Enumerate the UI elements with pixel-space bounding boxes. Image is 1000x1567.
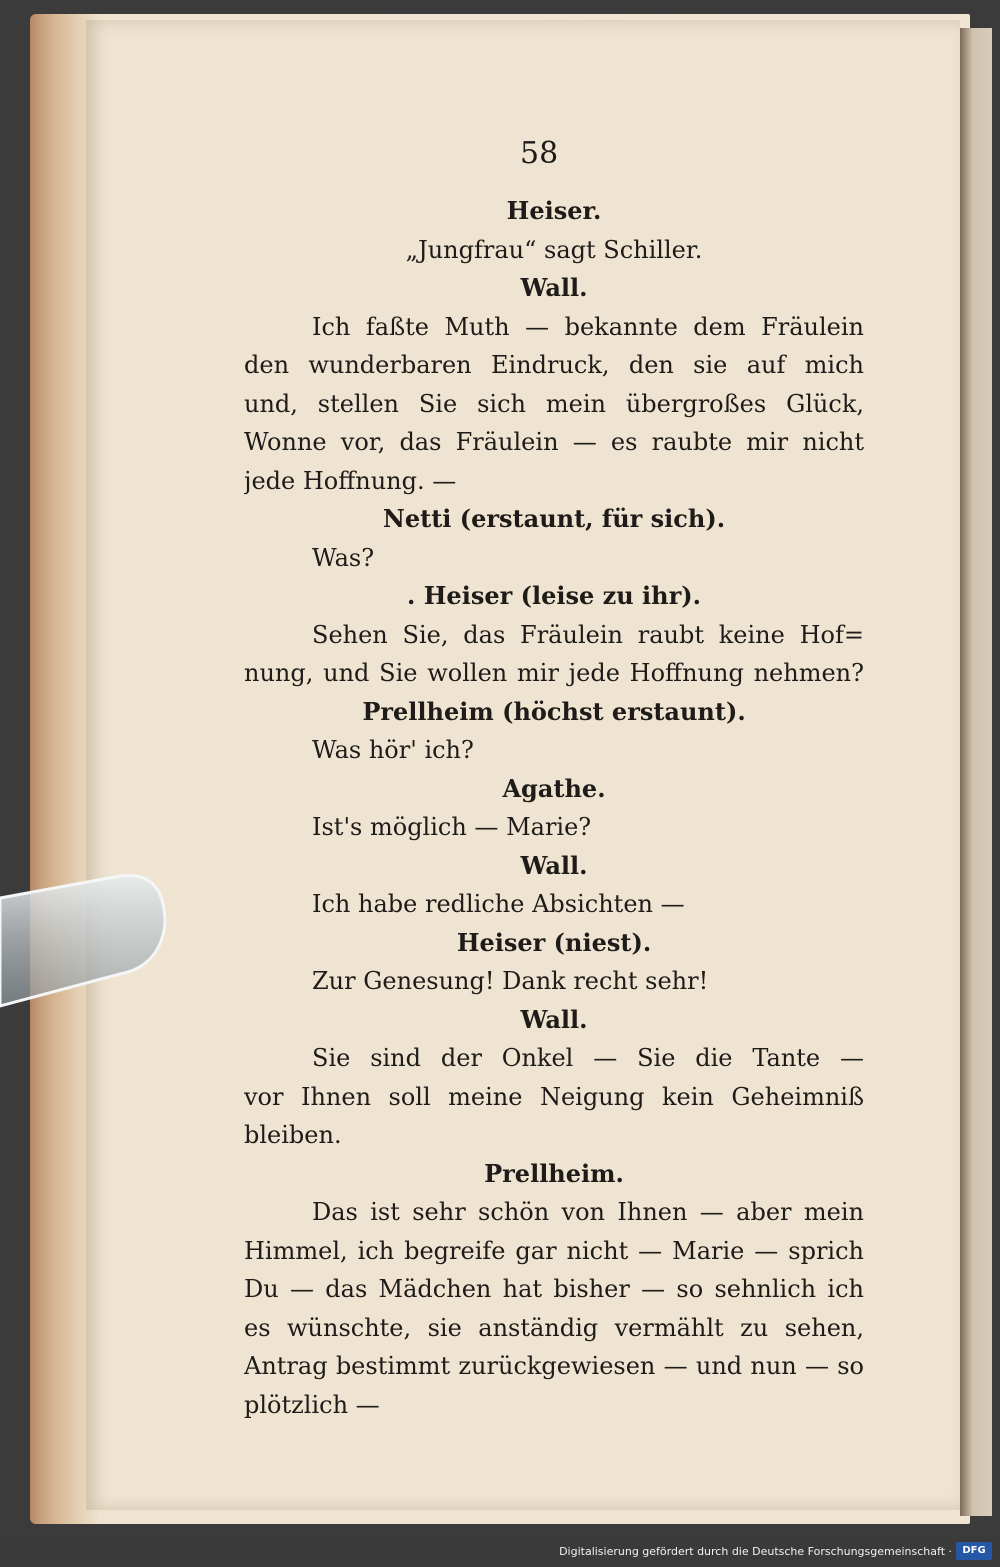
speaker-name: Agathe.: [502, 773, 606, 803]
speaker-name: Heiser.: [506, 196, 602, 225]
text-line: Was hör' ich?: [312, 736, 474, 764]
text-line: bleiben.: [244, 1121, 342, 1149]
text-line: Du — das Mädchen hat bisher — so sehnlich ich: [244, 1275, 864, 1303]
text-line: Wonne vor, das Fräulein — es raubte mir nicht: [244, 428, 864, 456]
facing-page-edge: [960, 28, 992, 1516]
text-line: es wünschte, sie anständig vermählt zu sehen,: [244, 1313, 864, 1342]
text-line: Antrag bestimmt zurückgewiesen — und nun — so: [244, 1352, 864, 1380]
speaker-name: Wall.: [520, 273, 588, 302]
text-line: jede Hoffnung. —: [244, 466, 457, 495]
text-line: Ich faßte Muth — bekannte dem Fräulein: [312, 312, 864, 341]
text-line: Zur Genesung! Dank recht sehr!: [312, 967, 709, 995]
speaker-name: Wall.: [520, 850, 588, 880]
speaker-name: Wall.: [520, 1004, 588, 1034]
page-number: 58: [520, 136, 559, 171]
text-line: den wunderbaren Eindruck, den sie auf mich: [244, 351, 864, 379]
page-holder-pointer: [0, 866, 170, 1016]
text-line: Sehen Sie, das Fräulein raubt keine Hof=: [312, 620, 864, 649]
text-line: nung, und Sie wollen mir jede Hoffnung nehmen?: [244, 659, 864, 687]
speaker-name: Heiser (niest).: [456, 927, 652, 957]
footer-credit: Digitalisierung gefördert durch die Deutsche Forschungsgemeinschaft ·: [559, 1545, 952, 1558]
text-line: und, stellen Sie sich mein übergroßes Glück,: [244, 389, 864, 418]
speaker-name: Prellheim (höchst erstaunt).: [362, 696, 746, 726]
text-line: vor Ihnen soll meine Neigung kein Geheimniß: [244, 1082, 864, 1111]
text-line: Himmel, ich begreife gar nicht — Marie — sprich: [244, 1236, 864, 1265]
speaker-name: Prellheim.: [484, 1158, 624, 1188]
dfg-logo: DFG: [956, 1542, 992, 1560]
speaker-name: Netti (erstaunt, für sich).: [382, 504, 726, 533]
text-line: Was?: [312, 543, 375, 572]
speaker-name: . Heiser (leise zu ihr).: [407, 581, 701, 610]
text-line: Ist's möglich — Marie?: [312, 813, 592, 841]
text-line: plötzlich —: [244, 1390, 380, 1419]
page-text: [244, 192, 864, 1424]
text-line: „Jungfrau“ sagt Schiller.: [405, 235, 703, 264]
text-line: Ich habe redliche Absichten —: [312, 890, 685, 918]
text-line: Das ist sehr schön von Ihnen — aber mein: [312, 1198, 864, 1226]
text-line: Sie sind der Onkel — Sie die Tante —: [312, 1044, 864, 1072]
